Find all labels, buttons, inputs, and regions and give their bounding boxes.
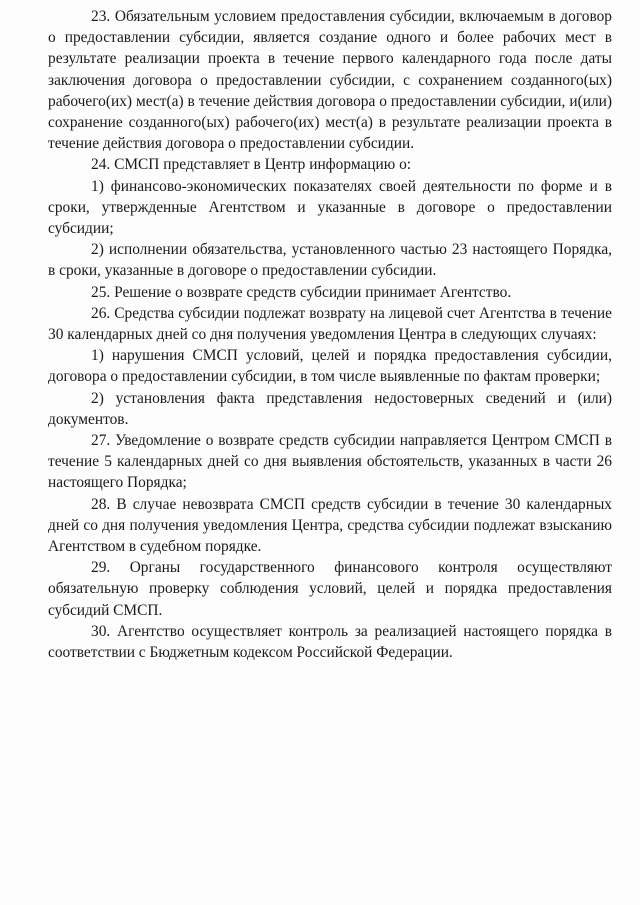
paragraph-25: 25. Решение о возврате средств субсидии принимает Агентство. [91,283,512,301]
paragraph-26-item-1: 1) нарушения СМСП условий, целей и порядка предоставления субсидии, договора о предоставлении субсидии, в том числе выявленные по фактам проверки; [48,347,612,386]
paragraph-27: 27. Уведомление о возврате средств субсидии направляется Центром СМСП в течение 5 календарных дней со дня выявления обстоятельств, указанных в части 26 настоящего Порядка; [48,432,612,492]
paragraph-24-item-1: 1) финансово-экономических показателях своей деятельности по форме и в сроки, утвержденные Агентством и указанные в договоре о предоставлении субсидии; [48,177,612,238]
paragraph-29: 29. Органы государственного финансового контроля осуществляют обязательную проверку соблюдения условий, целей и порядка предоставления субсидий СМСП. [48,559,612,619]
paragraph-23: 23. Обязательным условием предоставления субсидии, включаемым в договор о предоставлении субсидии, является создание одного и более рабочих мест в результате реализации проекта в течение первого календарного года после даты заключения договора о предоставлении субсидии, с сохранением созданного(ых) рабочего(их) мест(а) в течение действия договора о предоставлении субсидии, и(или) сохранение созданного(ых) рабочего(их) мест(а) в результате реализации проекта в течение действия договора о предоставлении субсидии. [48,8,612,153]
paragraph-24-item-2: 2) исполнении обязательства, установленного частью 23 настоящего Порядка, в сроки, указанные в договоре о предоставлении субсидии. [48,241,612,280]
paragraph-26-item-2: 2) установления факта представления недостоверных сведений и (или) документов. [48,389,612,428]
paragraph-26: 26. Средства субсидии подлежат возврату на лицевой счет Агентства в течение 30 календарных дней со дня получения уведомления Центра в следующих случаях: [48,304,612,344]
document-body [48,6,612,663]
paragraph-24: 24. СМСП представляет в Центр информацию о: [91,156,412,174]
paragraph-30: 30. Агентство осуществляет контроль за реализацией настоящего порядка в соответствии с Бюджетным кодексом Российской Федерации. [48,622,612,662]
paragraph-28: 28. В случае невозврата СМСП средств субсидии в течение 30 календарных дней со дня получения уведомления Центра, средства субсидии подлежат взысканию Агентством в судебном порядке. [48,495,612,556]
